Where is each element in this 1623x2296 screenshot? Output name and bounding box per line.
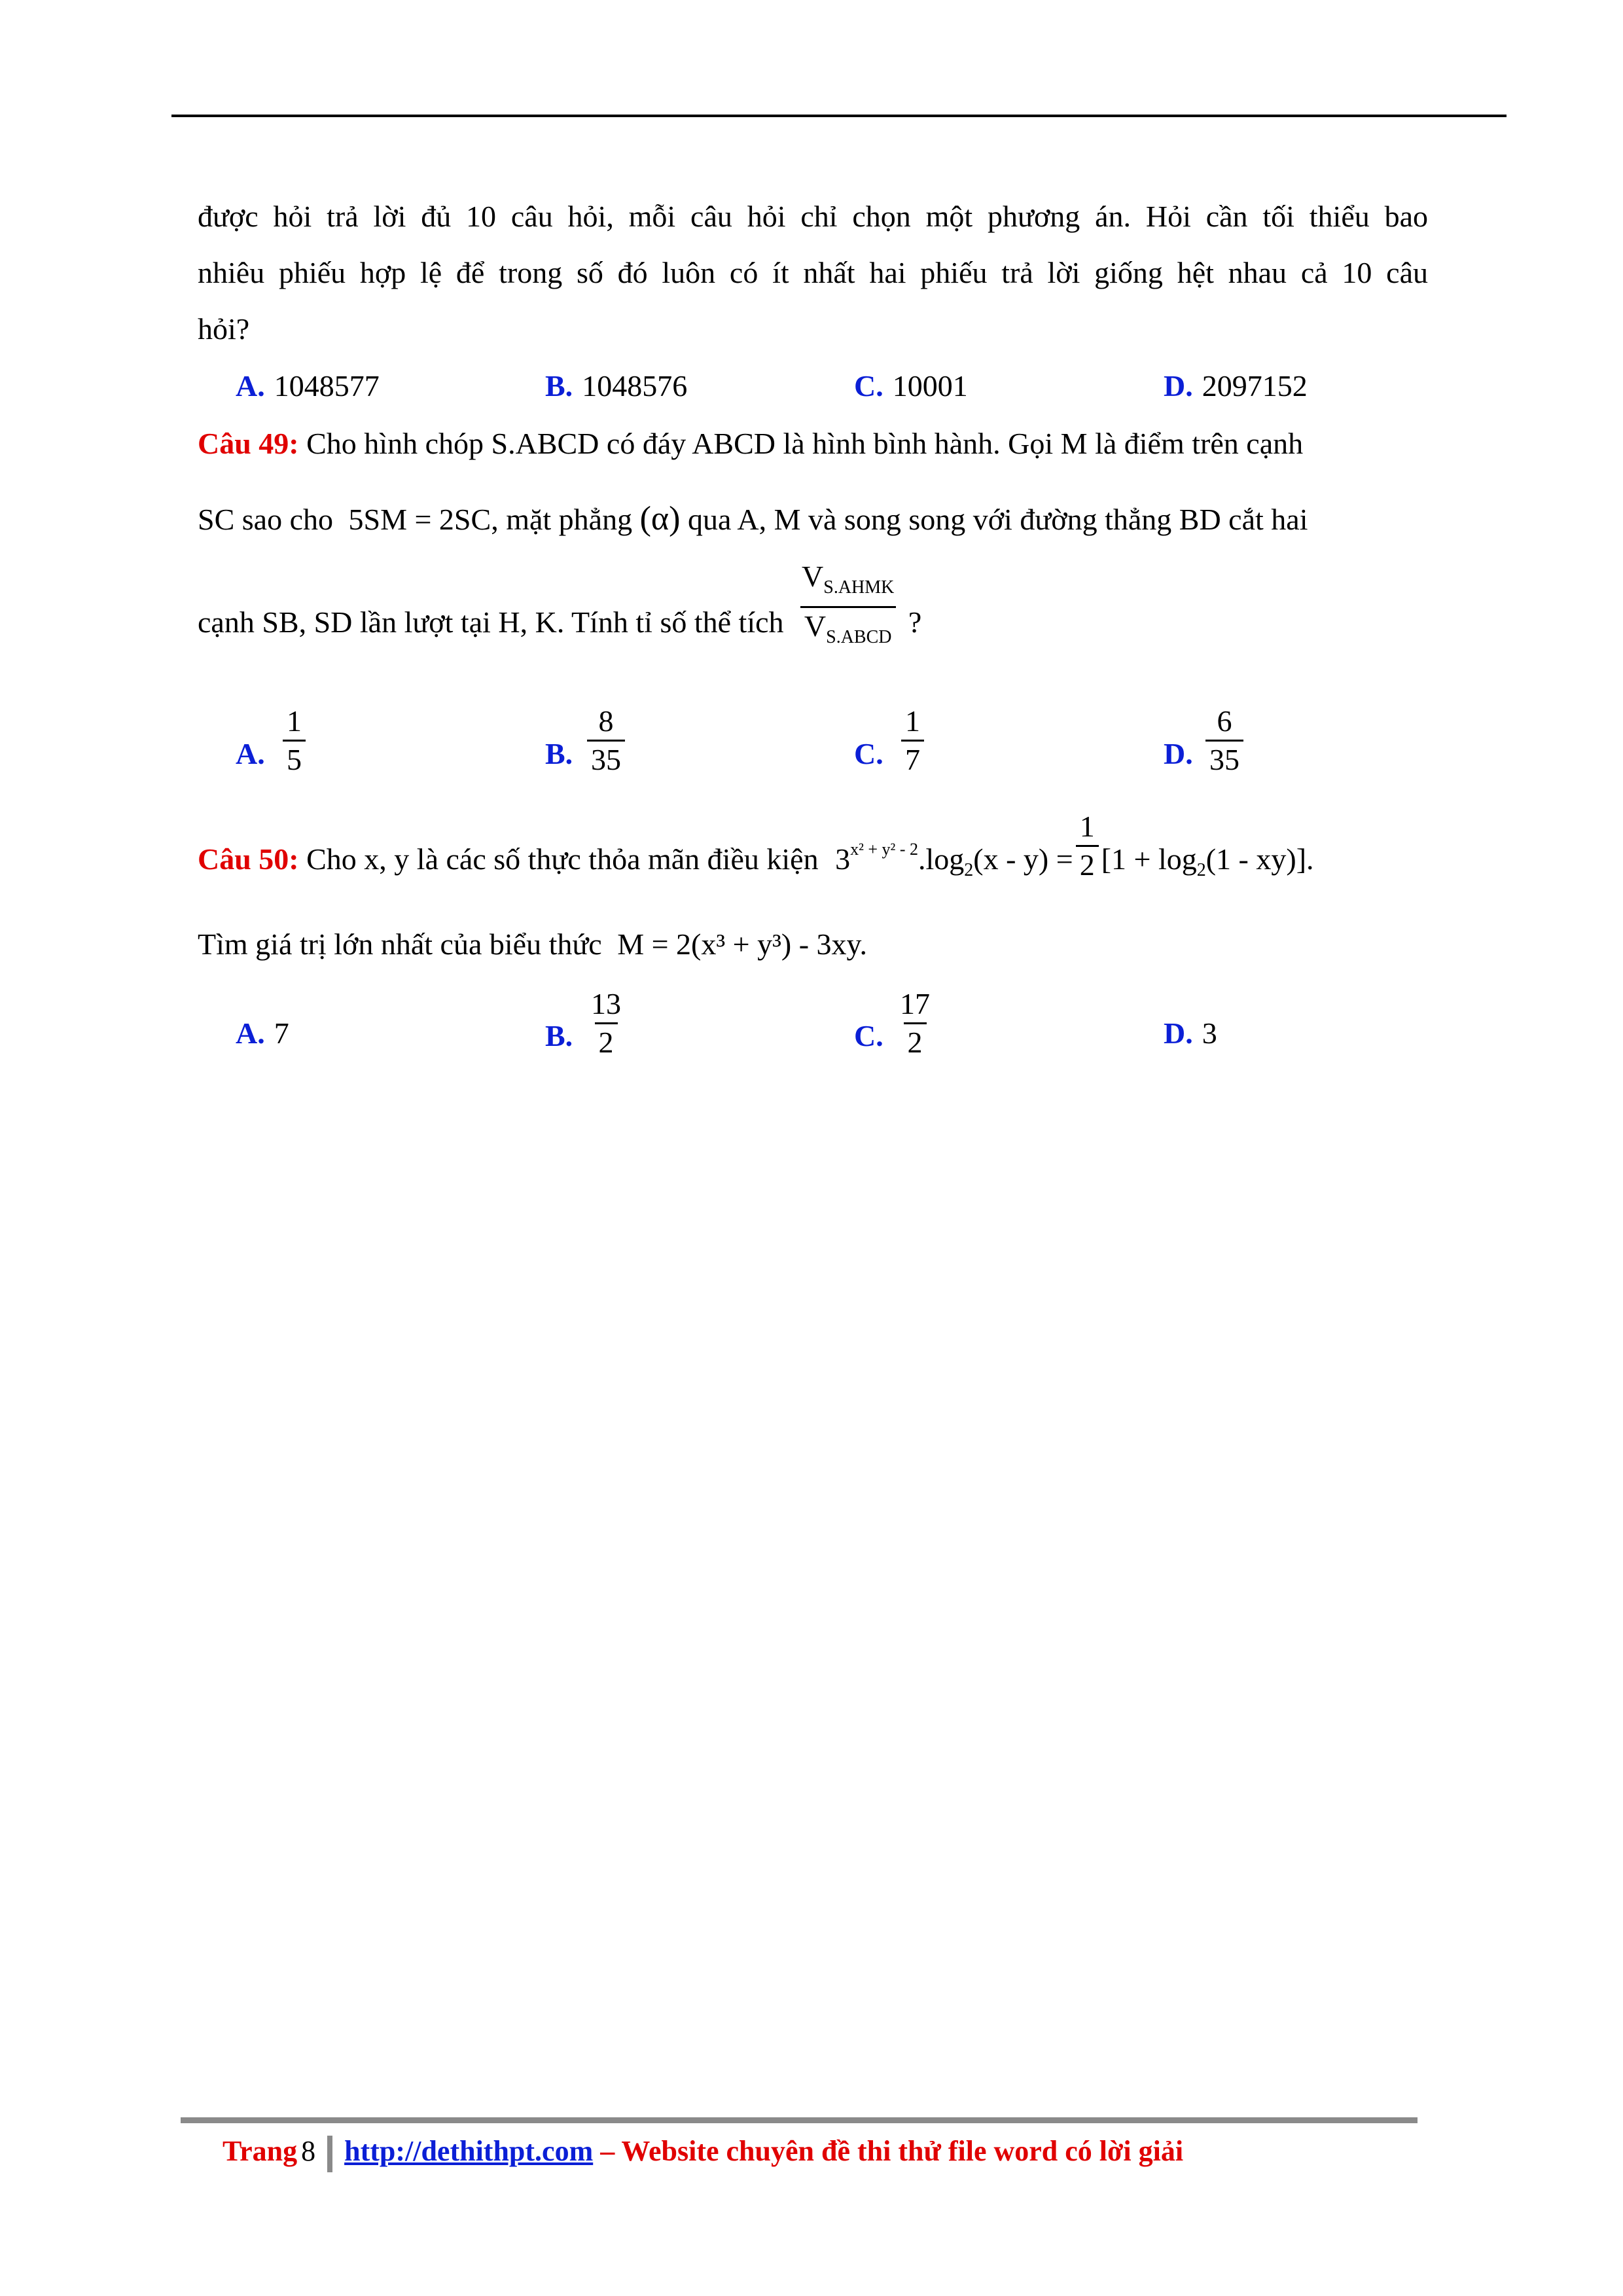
option-fraction: $\frac{6}{35}$ <box>1205 707 1243 774</box>
question-label: Câu 50: <box>198 842 299 876</box>
ratio-denominator: $V_{S.ABCD}$ <box>800 606 896 652</box>
option-fraction: $\frac{17}{2}$ <box>900 987 930 1059</box>
q49-line-1 <box>198 429 1428 459</box>
page-number: 8 <box>301 2135 316 2167</box>
option-letter: A. <box>236 737 265 770</box>
q50-expression: M = 2(x³ + y³) - 3xy. <box>617 927 868 961</box>
q50-text-2: Tìm giá trị lớn nhất của biểu thức <box>198 927 602 961</box>
q49-text-4: mặt phẳng <box>506 503 633 536</box>
page-word: Trang <box>223 2135 298 2167</box>
intro-line-2: nhiêu phiếu hợp lệ để trong số đó luôn có ít nhất hai phiếu trả lời giống hệt nhau cả 10 câu <box>198 256 1428 289</box>
option-fraction: $\frac{8}{35}$ <box>587 707 625 774</box>
q49-math-condition: 5SM = 2SC, <box>348 503 499 536</box>
q49-math-pyramid: S.ABCD <box>491 427 599 460</box>
q49-math-plane: (α) <box>639 500 681 537</box>
q48-option-d[interactable] <box>1164 371 1308 401</box>
option-letter: D. <box>1164 737 1193 770</box>
q48-option-c[interactable] <box>854 371 968 401</box>
option-value: 1048576 <box>582 369 688 403</box>
q49-text-2: có đáy ABCD là hình bình hành. Gọi M là điểm trên cạnh <box>606 427 1304 460</box>
q49-text-3: SC sao cho <box>198 503 333 536</box>
option-value: 10001 <box>892 369 968 403</box>
ratio-numerator: $V_{S.AHMK}$ <box>802 560 895 598</box>
option-letter: A. <box>236 369 265 403</box>
q49-text-6: cạnh SB, SD lần lượt tại H, K. Tính tỉ số thể tích <box>198 605 784 639</box>
option-letter: D. <box>1164 1016 1193 1050</box>
option-fraction: $\frac{1}{7}$ <box>901 707 924 774</box>
option-letter: C. <box>854 737 883 770</box>
option-letter: B. <box>545 737 573 770</box>
option-letter: B. <box>545 369 573 403</box>
q50-option-d[interactable] <box>1164 1018 1217 1049</box>
option-letter: B. <box>545 1019 573 1052</box>
option-fraction: $\frac{1}{5}$ <box>283 707 306 774</box>
one-half: $\frac{1}{2}$ <box>1076 812 1099 880</box>
footer <box>223 2135 1183 2172</box>
q50-equation: $3^{x^2 + y^2 - 2}.\log_2(x - y)$ = $\frac{1}{2}$ $[1 + \log_2(1 - xy)]$. <box>835 809 1314 882</box>
q50-line-1 <box>198 809 1428 886</box>
q50-line-2 <box>198 929 1428 960</box>
q49-line-2 <box>198 500 1428 537</box>
q49-text-7: ? <box>908 605 922 639</box>
q49-text-1: Cho hình chóp <box>306 427 484 460</box>
q48-option-b[interactable] <box>545 371 687 401</box>
option-letter: D. <box>1164 369 1193 403</box>
option-value: 1048577 <box>274 369 380 403</box>
q50-text-1: Cho x, y là các số thực thỏa mãn điều kiện <box>306 842 819 876</box>
intro-line-3: hỏi? <box>198 312 250 346</box>
footer-rule <box>181 2117 1418 2123</box>
option-value: 3 <box>1202 1016 1217 1050</box>
footer-separator <box>327 2136 332 2172</box>
header-rule <box>171 115 1507 117</box>
intro-line-1: được hỏi trả lời đủ 10 câu hỏi, mỗi câu hỏi chỉ chọn một phương án. Hỏi cần tối thiểu bao <box>198 200 1428 233</box>
option-value: 2097152 <box>1202 369 1308 403</box>
website-link[interactable]: http://dethithpt.com <box>344 2135 594 2167</box>
option-value: 7 <box>274 1016 289 1050</box>
option-fraction: $\frac{13}{2}$ <box>591 987 621 1059</box>
question-label: Câu 49: <box>198 427 299 460</box>
option-letter: A. <box>236 1016 265 1050</box>
footer-tagline: – Website chuyên đề thi thử file word có lời giải <box>593 2135 1184 2167</box>
q49-text-5: qua A, M và song song với đường thẳng BD cắt hai <box>688 503 1308 536</box>
q49-line-3 <box>198 560 1428 652</box>
q49-volume-ratio <box>798 562 898 652</box>
option-letter: C. <box>854 1019 883 1052</box>
q50-option-a[interactable] <box>236 1018 289 1049</box>
q48-option-a[interactable] <box>236 371 380 401</box>
option-letter: C. <box>854 369 883 403</box>
